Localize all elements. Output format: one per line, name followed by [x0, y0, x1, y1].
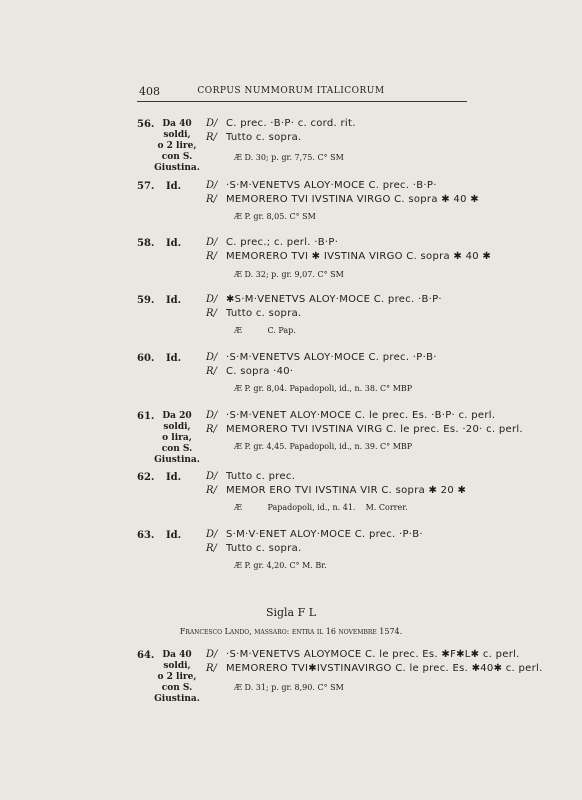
entry-number: 57. — [137, 181, 155, 192]
entry-denomination: Id. — [166, 472, 182, 483]
entry-denomination: Da 40 soldi, o 2 lire, con S. Giustina. — [154, 650, 200, 704]
entry-number: 64. — [137, 650, 155, 661]
obverse-line: D/ S·M·V·ENET ALOY·MOCE C. prec. ·P·B· — [206, 529, 423, 540]
entry-denomination: Id. — [166, 181, 182, 192]
entry-number: 58. — [137, 238, 155, 249]
reverse-line: R/ C. sopra ·40· — [206, 366, 294, 377]
entry-metadata: Æ D. 30; p. gr. 7,75. C° SM — [234, 153, 344, 162]
reverse-line: R/ MEMORERO TVI IVSTINA VIRG C. le prec. Es. ·20· c. perl. — [206, 424, 523, 435]
reverse-line: R/ Tutto c. sopra. — [206, 543, 302, 554]
mint-master-note: Francesco Lando, massaro: entra il 16 novembre 1574. — [179, 627, 403, 636]
entry-number: 60. — [137, 353, 155, 364]
obverse-line: D/ Tutto c. prec. — [206, 471, 296, 482]
entry-number: 63. — [137, 530, 155, 541]
entry-metadata: Æ P. gr. 8,04. Papadopoli, id., n. 38. C° MBP — [234, 384, 413, 393]
entry-number: 62. — [137, 472, 155, 483]
entry-metadata: Æ D. 32; p. gr. 9,07. C° SM — [234, 270, 344, 279]
obverse-line: D/ ·S·M·VENETVS ALOY·MOCE C. prec. ·B·P· — [206, 180, 437, 191]
entry-number: 59. — [137, 295, 155, 306]
entry-metadata: Æ P. gr. 4,45. Papadopoli, id., n. 39. C° MBP — [234, 442, 413, 451]
running-head: CORPUS NUMMORUM ITALICORUM — [197, 86, 385, 96]
obverse-line: D/ C. prec.; c. perl. ·B·P· — [206, 237, 339, 248]
entry-denomination: Id. — [166, 238, 182, 249]
obverse-line: D/ ·S·M·VENETVS ALOY·MOCE C. prec. ·P·B· — [206, 352, 437, 363]
reverse-line: R/ MEMORERO TVI IVSTINA VIRGO C. sopra ✱ 40 ✱ — [206, 194, 479, 205]
entry-denomination: Id. — [166, 353, 182, 364]
reverse-line: R/ MEMORERO TVI ✱ IVSTINA VIRGO C. sopra ✱ 40 ✱ — [206, 251, 492, 262]
obverse-line: D/ ·S·M·VENETVS ALOYMOCE C. le prec. Es. ✱F✱L✱ c. perl. — [206, 649, 520, 660]
entry-denomination: Id. — [166, 295, 182, 306]
entry-metadata: Æ Papadopoli, id., n. 41. M. Correr. — [234, 503, 408, 512]
entry-denomination: Da 20 soldi, o lira, con S. Giustina. — [154, 411, 200, 465]
reverse-line: R/ Tutto c. sopra. — [206, 308, 302, 319]
reverse-line: R/ MEMORERO TVI✱IVSTINAVIRGO C. le prec. Es. ✱40✱ c. perl. — [206, 663, 543, 674]
entry-denomination: Da 40 soldi, o 2 lire, con S. Giustina. — [154, 119, 200, 173]
entry-denomination: Id. — [166, 530, 182, 541]
obverse-line: D/ ✱S·M·VENETVS ALOY·MOCE C. prec. ·B·P· — [206, 294, 442, 305]
entry-metadata: Æ P. gr. 8,05. C° SM — [234, 212, 316, 221]
entry-metadata: Æ D. 31; p. gr. 8,90. C° SM — [234, 683, 344, 692]
obverse-line: D/ ·S·M·VENET ALOY·MOCE C. le prec. Es. ·B·P· c. perl. — [206, 410, 496, 421]
entry-metadata: Æ C. Pap. — [234, 326, 296, 335]
entry-number: 61. — [137, 411, 155, 422]
reverse-line: R/ Tutto c. sopra. — [206, 132, 302, 143]
header-rule — [137, 101, 467, 102]
page-number: 408 — [139, 85, 160, 98]
entry-metadata: Æ P. gr. 4,20. C° M. Br. — [234, 561, 327, 570]
section-heading: Sigla F L — [265, 606, 317, 619]
entry-number: 56. — [137, 119, 155, 130]
reverse-line: R/ MEMOR ERO TVI IVSTINA VIR C. sopra ✱ 20 ✱ — [206, 485, 467, 496]
obverse-line: D/ C. prec. ·B·P· c. cord. rit. — [206, 118, 356, 129]
